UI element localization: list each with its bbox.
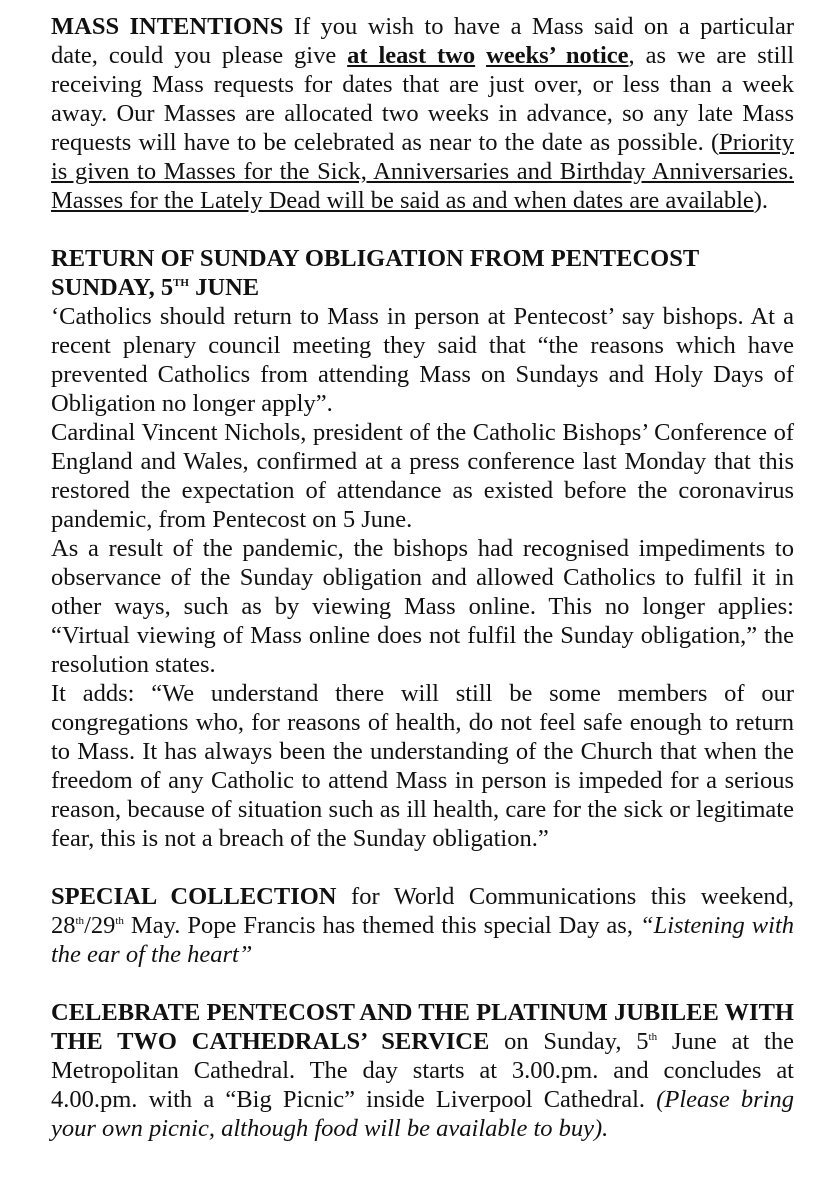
mass-intentions-text-2: , as we are still receiving Mass requests for dates that are just over, or less than a week away. Our Masses are allocated two weeks in advance, so any late Mass requests will have to be celebrated as near to the date as possible. (51, 42, 794, 156)
date-ordinal: th (648, 1030, 658, 1043)
special-collection-date: /29 (84, 912, 116, 939)
sunday-obligation-heading-month: JUNE (189, 274, 260, 301)
sunday-obligation-heading-text: RETURN OF SUNDAY OBLIGATION FROM PENTECOST SUNDAY, 5 (51, 245, 699, 301)
sunday-obligation-p4: It adds: “We understand there will still be some members of our congregations who, for reasons of health, do not feel safe enough to return to Mass. It has always been the understanding of the Church that when the freedom of any Catholic to attend Mass in person is impeded for a serious reason, because of situation such as ill health, care for the sick or legitimate fear, this is not a breach of the Sunday obligation.” (51, 680, 794, 852)
date-ordinal: th (75, 914, 85, 927)
mass-intentions-text: If you wish to have a Mass said on a particular date, could you please give (51, 13, 794, 69)
sunday-obligation-p1: ‘Catholics should return to Mass in person at Pentecost’ say bishops. At a recent plenary council meeting they said that “the reasons which have prevented Catholics from attending Mass on Sundays and Holy Days of Obligation no longer apply”. (51, 303, 794, 417)
sunday-obligation-p2: Cardinal Vincent Nichols, president of the Catholic Bishops’ Conference of England and Wales, confirmed at a press conference last Monday that this restored the expectation of attendance as existed before the coronavirus pandemic, from Pentecost on 5 June. (51, 419, 794, 533)
notice-emphasis-a: at least two (347, 42, 476, 69)
pentecost-jubilee-heading: CELEBRATE PENTECOST AND THE PLATINUM JUBILEE WITH THE TWO CATHEDRALS’ SERVICE (51, 999, 794, 1055)
special-collection-theme: “Listening with the ear of the heart” (51, 912, 794, 968)
heading-ordinal: TH (173, 276, 189, 289)
date-ordinal: th (115, 914, 124, 927)
special-collection-text-2: May. Pope Francis has themed this special Day as, (123, 912, 640, 939)
section-gap (51, 215, 794, 244)
section-gap (51, 853, 794, 882)
section-gap (51, 969, 794, 998)
sunday-obligation-heading (51, 244, 794, 302)
picnic-note: (Please bring your own picnic, although food will be available to buy). (51, 1086, 794, 1142)
mass-intentions-heading: MASS INTENTIONS (51, 13, 284, 40)
pentecost-jubilee-text: on Sunday, 5 (489, 1028, 649, 1055)
pentecost-jubilee-text-2: June at the Metropolitan Cathedral. The day starts at 3.00.pm. and concludes at 4.00.pm. with a “Big Picnic” inside Liverpool Cathedral. (51, 1028, 794, 1113)
mass-intentions-section (51, 12, 794, 215)
notice-emphasis-b: weeks’ notice (486, 42, 629, 69)
special-collection-section (51, 882, 794, 969)
priority-open-paren: ( (703, 129, 720, 156)
pentecost-jubilee-section (51, 998, 794, 1143)
priority-close-paren: ). (753, 187, 769, 214)
notice-space (475, 42, 486, 69)
sunday-obligation-p3: As a result of the pandemic, the bishops had recognised impediments to observance of the Sunday obligation and allowed Catholics to fulfil it in other ways, such as by viewing Mass online. This no longer applies: “Virtual viewing of Mass online does not fulfil the Sunday obligation,” the resolution states. (51, 535, 794, 678)
special-collection-text: for World Communications this weekend, 28 (51, 883, 794, 939)
special-collection-heading: SPECIAL COLLECTION (51, 883, 337, 910)
priority-note: Priority is given to Masses for the Sick, Anniversaries and Birthday Anniversaries. Masses for the Lately Dead will be said as and when dates are available (51, 129, 794, 214)
